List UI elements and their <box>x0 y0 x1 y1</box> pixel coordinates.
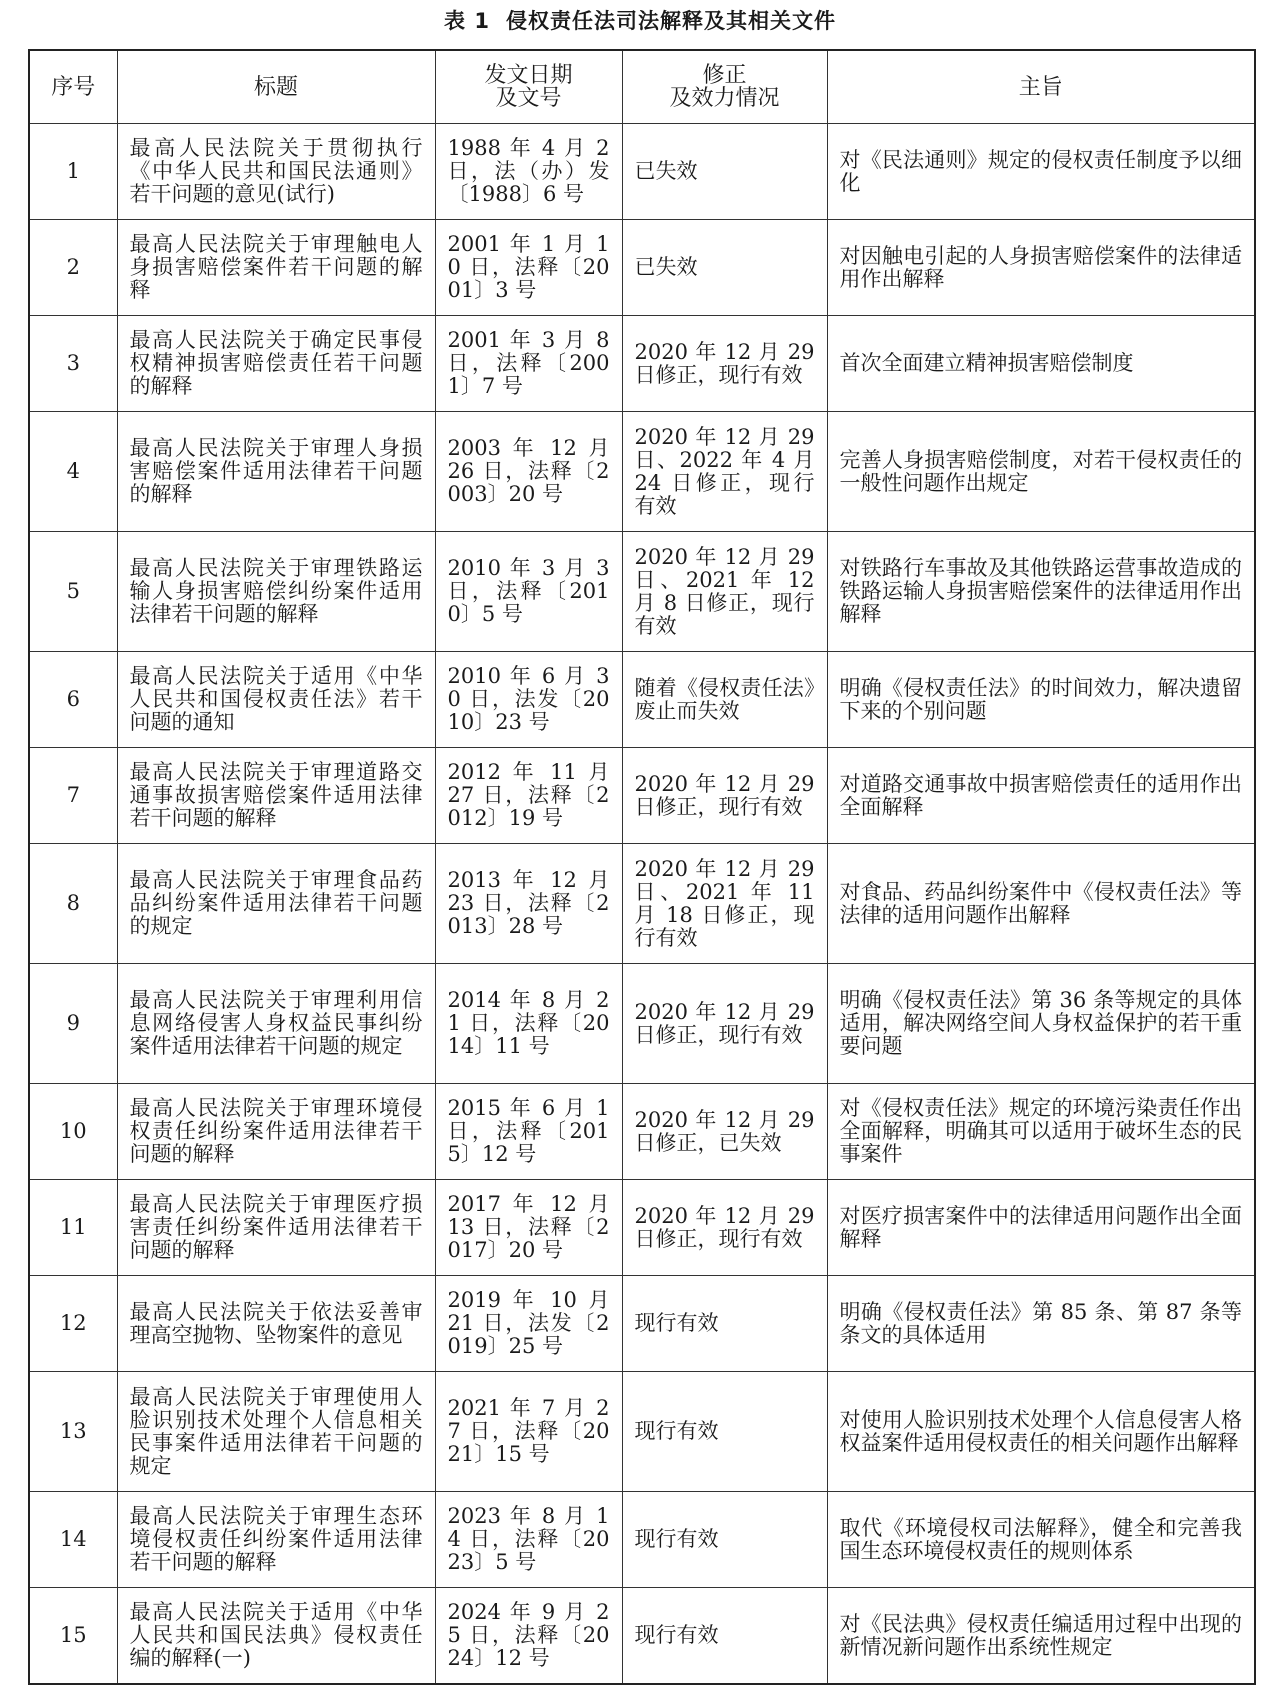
row-num: 3 <box>29 316 117 412</box>
table-row <box>29 964 1255 1084</box>
row-status: 已失效 <box>622 124 827 220</box>
row-num: 5 <box>29 532 117 652</box>
table-row <box>29 1084 1255 1180</box>
header-status-line1: 修正 <box>702 63 747 88</box>
row-status: 现行有效 <box>622 1372 827 1492</box>
row-date: 2010 年 6 月 30 日，法发〔2010〕23 号 <box>435 652 622 748</box>
row-title: 最高人民法院关于审理触电人身损害赔偿案件若干问题的解释 <box>117 220 435 316</box>
table-row <box>29 412 1255 532</box>
table-row <box>29 316 1255 412</box>
row-status: 2020 年 12 月 29 日修正，已失效 <box>622 1084 827 1180</box>
row-num: 10 <box>29 1084 117 1180</box>
row-num: 2 <box>29 220 117 316</box>
row-main: 对医疗损害案件中的法律适用问题作出全面解释 <box>827 1180 1255 1276</box>
row-status: 2020 年 12 月 29 日修正，现行有效 <box>622 964 827 1084</box>
row-date: 2019 年 10 月 21 日，法发〔2019〕25 号 <box>435 1276 622 1372</box>
row-num: 9 <box>29 964 117 1084</box>
row-num: 1 <box>29 124 117 220</box>
row-status: 2020 年 12 月 29 日修正，现行有效 <box>622 748 827 844</box>
header-status-line2: 及效力情况 <box>669 86 780 111</box>
row-title: 最高人民法院关于审理道路交通事故损害赔偿案件适用法律若干问题的解释 <box>117 748 435 844</box>
header-title: 标题 <box>117 50 435 124</box>
row-date: 2001 年 1 月 10 日，法释〔2001〕3 号 <box>435 220 622 316</box>
table-row <box>29 1372 1255 1492</box>
row-main: 对因触电引起的人身损害赔偿案件的法律适用作出解释 <box>827 220 1255 316</box>
row-num: 11 <box>29 1180 117 1276</box>
table-row <box>29 1588 1255 1685</box>
row-status: 2020 年 12 月 29 日修正，现行有效 <box>622 1180 827 1276</box>
row-title: 最高人民法院关于确定民事侵权精神损害赔偿责任若干问题的解释 <box>117 316 435 412</box>
row-title: 最高人民法院关于审理环境侵权责任纠纷案件适用法律若干问题的解释 <box>117 1084 435 1180</box>
row-main: 对《民法通则》规定的侵权责任制度予以细化 <box>827 124 1255 220</box>
table-row <box>29 844 1255 964</box>
row-status: 随着《侵权责任法》废止而失效 <box>622 652 827 748</box>
row-main: 明确《侵权责任法》第 36 条等规定的具体适用，解决网络空间人身权益保护的若干重要问题 <box>827 964 1255 1084</box>
row-status: 2020 年 12 月 29 日、2022 年 4 月 24 日修正，现行有效 <box>622 412 827 532</box>
row-title: 最高人民法院关于审理医疗损害责任纠纷案件适用法律若干问题的解释 <box>117 1180 435 1276</box>
row-num: 4 <box>29 412 117 532</box>
row-status: 2020 年 12 月 29 日、2021 年 11 月 18 日修正，现行有效 <box>622 844 827 964</box>
row-date: 2013 年 12 月 23 日，法释〔2013〕28 号 <box>435 844 622 964</box>
table-row <box>29 532 1255 652</box>
row-num: 12 <box>29 1276 117 1372</box>
row-date: 2010 年 3 月 3 日，法释〔2010〕5 号 <box>435 532 622 652</box>
row-date: 2003 年 12 月 26 日，法释〔2003〕20 号 <box>435 412 622 532</box>
row-main: 取代《环境侵权司法解释》，健全和完善我国生态环境侵权责任的规则体系 <box>827 1492 1255 1588</box>
table-row <box>29 1492 1255 1588</box>
row-main: 完善人身损害赔偿制度，对若干侵权责任的一般性问题作出规定 <box>827 412 1255 532</box>
row-main: 明确《侵权责任法》第 85 条、第 87 条等条文的具体适用 <box>827 1276 1255 1372</box>
header-main: 主旨 <box>827 50 1255 124</box>
row-num: 7 <box>29 748 117 844</box>
row-num: 15 <box>29 1588 117 1685</box>
table-caption <box>0 6 1280 36</box>
row-date: 2023 年 8 月 14 日，法释〔2023〕5 号 <box>435 1492 622 1588</box>
row-main: 首次全面建立精神损害赔偿制度 <box>827 316 1255 412</box>
header-date <box>435 50 622 124</box>
row-num: 8 <box>29 844 117 964</box>
row-status: 现行有效 <box>622 1492 827 1588</box>
header-status <box>622 50 827 124</box>
row-date: 2001 年 3 月 8 日，法释〔2001〕7 号 <box>435 316 622 412</box>
row-date: 2024 年 9 月 25 日，法释〔2024〕12 号 <box>435 1588 622 1685</box>
row-date: 2017 年 12 月 13 日，法释〔2017〕20 号 <box>435 1180 622 1276</box>
table-row <box>29 652 1255 748</box>
row-status: 已失效 <box>622 220 827 316</box>
header-row <box>29 50 1255 124</box>
row-title: 最高人民法院关于审理生态环境侵权责任纠纷案件适用法律若干问题的解释 <box>117 1492 435 1588</box>
row-title: 最高人民法院关于审理食品药品纠纷案件适用法律若干问题的规定 <box>117 844 435 964</box>
row-num: 13 <box>29 1372 117 1492</box>
caption-label: 表 1 <box>444 9 490 33</box>
table-row <box>29 1180 1255 1276</box>
row-title: 最高人民法院关于审理人身损害赔偿案件适用法律若干问题的解释 <box>117 412 435 532</box>
row-status: 现行有效 <box>622 1276 827 1372</box>
row-date: 1988 年 4 月 2 日，法（办）发〔1988〕6 号 <box>435 124 622 220</box>
row-title: 最高人民法院关于审理利用信息网络侵害人身权益民事纠纷案件适用法律若干问题的规定 <box>117 964 435 1084</box>
table-row <box>29 1276 1255 1372</box>
header-date-line2: 及文号 <box>495 86 562 111</box>
interpretations-table <box>28 49 1256 1685</box>
header-num: 序号 <box>29 50 117 124</box>
row-date: 2015 年 6 月 1 日，法释〔2015〕12 号 <box>435 1084 622 1180</box>
row-main: 对使用人脸识别技术处理个人信息侵害人格权益案件适用侵权责任的相关问题作出解释 <box>827 1372 1255 1492</box>
caption-title: 侵权责任法司法解释及其相关文件 <box>505 9 836 33</box>
row-title: 最高人民法院关于依法妥善审理高空抛物、坠物案件的意见 <box>117 1276 435 1372</box>
row-main: 对《侵权责任法》规定的环境污染责任作出全面解释，明确其可以适用于破坏生态的民事案件 <box>827 1084 1255 1180</box>
row-title: 最高人民法院关于适用《中华人民共和国侵权责任法》若干问题的通知 <box>117 652 435 748</box>
table-row <box>29 124 1255 220</box>
row-date: 2012 年 11 月 27 日，法释〔2012〕19 号 <box>435 748 622 844</box>
header-date-line1: 发文日期 <box>484 63 573 88</box>
row-main: 对道路交通事故中损害赔偿责任的适用作出全面解释 <box>827 748 1255 844</box>
table-row <box>29 748 1255 844</box>
row-title: 最高人民法院关于审理使用人脸识别技术处理个人信息相关民事案件适用法律若干问题的规定 <box>117 1372 435 1492</box>
row-num: 14 <box>29 1492 117 1588</box>
row-date: 2021 年 7 月 27 日，法释〔2021〕15 号 <box>435 1372 622 1492</box>
row-main: 对食品、药品纠纷案件中《侵权责任法》等法律的适用问题作出解释 <box>827 844 1255 964</box>
row-title: 最高人民法院关于适用《中华人民共和国民法典》侵权责任编的解释(一) <box>117 1588 435 1685</box>
table-row <box>29 220 1255 316</box>
row-status: 2020 年 12 月 29 日修正，现行有效 <box>622 316 827 412</box>
row-main: 明确《侵权责任法》的时间效力，解决遗留下来的个别问题 <box>827 652 1255 748</box>
row-status: 现行有效 <box>622 1588 827 1685</box>
row-status: 2020 年 12 月 29 日、2021 年 12 月 8 日修正，现行有效 <box>622 532 827 652</box>
row-main: 对《民法典》侵权责任编适用过程中出现的新情况新问题作出系统性规定 <box>827 1588 1255 1685</box>
row-num: 6 <box>29 652 117 748</box>
row-title: 最高人民法院关于审理铁路运输人身损害赔偿纠纷案件适用法律若干问题的解释 <box>117 532 435 652</box>
row-main: 对铁路行车事故及其他铁路运营事故造成的铁路运输人身损害赔偿案件的法律适用作出解释 <box>827 532 1255 652</box>
row-date: 2014 年 8 月 21 日，法释〔2014〕11 号 <box>435 964 622 1084</box>
row-title: 最高人民法院关于贯彻执行《中华人民共和国民法通则》若干问题的意见(试行) <box>117 124 435 220</box>
